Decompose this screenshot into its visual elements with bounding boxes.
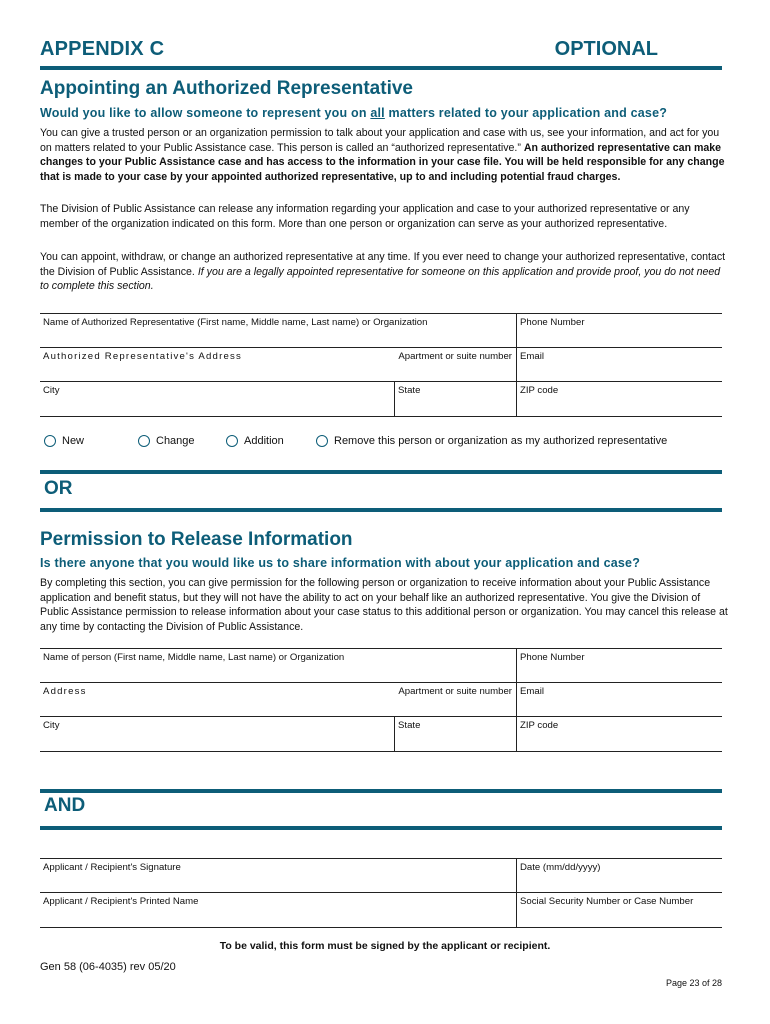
or-label: OR (44, 478, 73, 499)
release-question: Is there anyone that you would like us to share information with about your application and case? (40, 556, 641, 570)
option-remove-radio[interactable]: Remove this person or organization as my authorized representative (316, 435, 667, 447)
validity-note: To be valid, this form must be signed by the applicant or recipient. (219, 940, 551, 952)
or-rule-bottom (40, 508, 722, 512)
and-label: AND (44, 795, 86, 816)
rep-zip-field[interactable]: ZIP code (516, 382, 722, 416)
page-number: Page 23 of 28 (665, 978, 722, 988)
release-city-field[interactable]: City (43, 720, 60, 731)
form-id: Gen 58 (06-4035) rev 05/20 (40, 961, 176, 973)
release-zip-field[interactable]: ZIP code (516, 717, 722, 751)
release-phone-field[interactable]: Phone Number (516, 649, 722, 683)
rep-paragraph-3: You can appoint, withdraw, or change an authorized representative at any time. If you ever need to change your authorized representative, contact the Division of Public Assistance. If you are a legally appointed representative for someone on this application and provide proof, you do not need to complete this section. (40, 251, 726, 293)
release-state-field[interactable]: State (394, 717, 516, 751)
signature-field[interactable]: Applicant / Recipient's Signature (43, 862, 181, 873)
release-address-field[interactable]: Address Apartment or suite number (43, 686, 512, 697)
option-addition-radio[interactable]: Addition (226, 435, 284, 447)
optional-label: OPTIONAL (554, 38, 658, 60)
and-rule-bottom (40, 826, 722, 830)
rep-question: Would you like to allow someone to represent you on all matters related to your application and case? (40, 106, 668, 120)
rep-paragraph-1: You can give a trusted person or an organization permission to talk about your application and case with us, see your information, and act for you on matters related to your Public Assistance case. This person is called an “authorized representative.” An authorized representative can make changes to your Public Assistance case and has access to the information in your case file. You will be held responsible for any change that is made to your case by your appointed authorized representative, up to and including potential fraud charges. (40, 127, 725, 183)
rep-address-field[interactable]: Authorized Representative's Address Apartment or suite number (43, 351, 512, 362)
option-change-radio[interactable]: Change (138, 435, 195, 447)
rep-email-field[interactable]: Email (516, 348, 722, 382)
printed-name-field[interactable]: Applicant / Recipient's Printed Name (43, 896, 199, 907)
rep-city-field[interactable]: City (43, 385, 60, 396)
appendix-title: APPENDIX C (40, 38, 165, 60)
option-new-radio[interactable]: New (44, 435, 84, 447)
date-field[interactable]: Date (mm/dd/yyyy) (516, 859, 722, 893)
or-rule-top (40, 470, 722, 474)
rep-paragraph-2: The Division of Public Assistance can release any information regarding your application and case to your authorized representative or any member of the organization indicated on this form. More than one person or organization can serve as your authorized representative. (40, 203, 690, 230)
rep-section-title: Appointing an Authorized Representative (40, 78, 413, 99)
and-rule-top (40, 789, 722, 793)
release-section-title: Permission to Release Information (40, 529, 353, 550)
rep-name-field[interactable]: Name of Authorized Representative (First name, Middle name, Last name) or Organization (43, 317, 428, 328)
header-rule (40, 66, 722, 70)
rep-phone-field[interactable]: Phone Number (516, 314, 722, 348)
ssn-field[interactable]: Social Security Number or Case Number (516, 893, 722, 927)
release-paragraph: By completing this section, you can give permission for the following person or organization to receive information about your Public Assistance application and benefit status, but they will not have the ability to act on your behalf like an authorized representative. You give the Division of Public Assistance permission to release information about your case status to this additional person or organization. You may cancel this release at any time by contacting the Division of Public Assistance. (40, 577, 728, 633)
rep-option-group (44, 435, 724, 453)
rep-state-field[interactable]: State (394, 382, 516, 416)
release-email-field[interactable]: Email (516, 683, 722, 717)
release-name-field[interactable]: Name of person (First name, Middle name, Last name) or Organization (43, 652, 345, 663)
rep-question-emphasis: all (370, 106, 385, 120)
